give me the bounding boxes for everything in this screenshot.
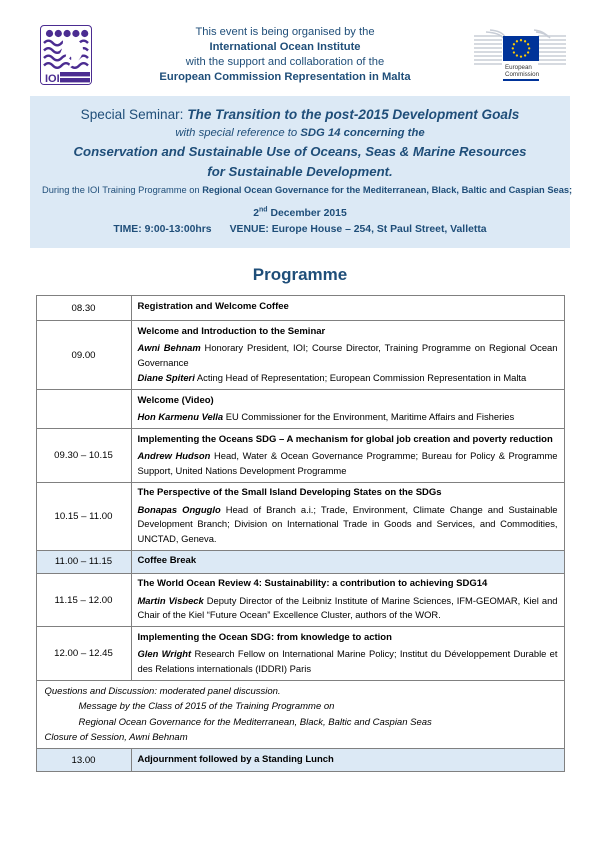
programme-heading: Programme [252,265,348,285]
table-row [36,482,564,550]
seminar-title-line3: Conservation and Sustainable Use of Oceans, Seas & Marine Resources [73,144,527,160]
table-row [36,627,564,681]
eu-logo-caption-line1: European [505,64,532,71]
closing-line-message: Message by the Class of 2015 of the Training Programme on [78,701,335,713]
row-description [131,390,564,429]
event-time-venue [42,222,558,239]
event-time: TIME: 9:00-13:00hrs [113,223,212,235]
header-organiser-text [104,25,466,84]
row-speaker [138,594,558,623]
closing-line-questions: Questions and Discussion: moderated panel discussion. [44,685,281,697]
speaker-name: Glen Wright [137,648,192,660]
speaker-affiliation: Honorary President, IOI; Course Director, Training Programme on Regional Ocean Governance [137,342,558,368]
closing-line-programme: Regional Ocean Governance for the Mediterranean, Black, Baltic and Caspian Seas [78,716,432,728]
speaker-affiliation: Head of Branch a.i.; Trade, Environment, Climate Change and Sustainable Development Branch; Division on International Trade in Goods and Services, and Commodities, UNCTAD, Geneva. [137,503,558,544]
speaker-affiliation: EU Commissioner for the Environment, Maritime Affairs and Fisheries [223,411,515,423]
row-title: Implementing the Ocean SDG: from knowledge to action [137,631,392,643]
eu-logo-container [466,24,570,86]
seminar-title-prefix: Special Seminar: [80,107,184,122]
row-time: 08.30 [36,296,131,321]
ioi-logo-container [40,25,104,85]
ioi-logo-icon [41,26,92,85]
table-row [36,296,564,321]
row-speaker [138,503,558,546]
speaker-name: Andrew Hudson [137,450,211,462]
row-time: 12.00 – 12.45 [36,627,131,681]
row-title: Adjournment followed by a Standing Lunch [137,753,334,765]
header-line-1: This event is being organised by the [195,26,375,39]
row-time: 10.15 – 11.00 [36,482,131,550]
training-programme-line [42,183,573,199]
row-time [36,390,131,429]
ioi-logo [40,25,92,85]
row-speaker [138,449,558,478]
closing-block [36,680,564,749]
table-row [36,573,564,627]
speaker-name: Bonapas Onguglo [137,503,221,515]
seminar-subtitle-line [42,125,558,142]
row-description [131,482,564,550]
seminar-title-block [30,96,573,248]
event-date-day: 2 [253,208,260,220]
table-row [36,390,564,429]
speaker-name: Awni Behnam [137,342,201,354]
speaker-affiliation: Research Fellow on International Marine Policy; Institut du Développement Durable et des Relations internationals (IDDRI) Paris [137,648,558,674]
speaker-name: Hon Karmenu Vella [137,411,224,423]
event-date-ordinal: nd [259,206,268,214]
header-line-4: European Commission Representation in Malta [159,70,411,83]
header-line-3: with the support and collaboration of the [185,56,385,68]
row-title: The Perspective of the Small Island Developing States on the SDGs [137,487,442,499]
closing-line-closure: Closure of Session, Awni Behnam [44,731,188,743]
programme-table [36,295,565,772]
row-speaker [138,410,558,424]
row-speaker [138,647,558,676]
row-description [131,321,564,390]
speaker-name: Diane Spiteri [137,371,195,383]
row-time: 13.00 [36,749,131,772]
eu-logo-caption-line2: Commission [505,71,540,78]
header-line-2: International Ocean Institute [209,41,361,54]
document-header [0,0,600,96]
seminar-title-line4: for Sustainable Development. [207,163,393,179]
speaker-affiliation: Deputy Director of the Leibniz Institute of Marine Sciences, IFM-GEOMAR, Kiel and Chair of the Kiel “Future Ocean” Excellence Cluster, authors of the WOR. [137,594,558,620]
seminar-subtitle-bold: SDG 14 concerning the [300,127,425,140]
table-row-coffee-break [36,550,564,573]
row-description [131,429,564,483]
row-time: 09.00 [36,321,131,390]
seminar-title-main: The Transition to the post-2015 Development Goals [187,107,520,122]
speaker-affiliation: Acting Head of Representation; European Commission Representation in Malta [194,371,527,383]
european-commission-logo [472,24,570,86]
row-time: 11.00 – 11.15 [36,550,131,573]
table-row-adjournment [36,749,564,772]
table-row [36,321,564,390]
eu-flag-icon [472,24,570,86]
row-title: Welcome (Video) [137,394,214,406]
row-title: Welcome and Introduction to the Seminar [137,325,326,337]
row-title: Implementing the Oceans SDG – A mechanism for global job creation and poverty reduction [137,433,553,445]
row-speaker [138,371,558,385]
training-programme-bold: Regional Ocean Governance for the Mediterranean, Black, Baltic and Caspian Seas; [202,185,573,196]
row-title: Registration and Welcome Coffee [137,300,289,312]
training-programme-plain: During the IOI Training Programme on [42,185,200,196]
row-speaker [138,341,558,370]
event-date [42,206,558,222]
table-row [36,429,564,483]
speaker-name: Martin Visbeck [137,594,204,606]
speaker-affiliation: Head, Water & Ocean Governance Programme; Bureau for Policy & Programme Support, United Nations Development Programme [137,450,558,476]
table-row-closing [36,680,564,749]
row-time: 11.15 – 12.00 [36,573,131,627]
seminar-title-line [42,105,558,125]
programme-table-body [36,296,564,772]
event-date-rest: December 2015 [267,208,347,220]
row-title: The World Ocean Review 4: Sustainability: a contribution to achieving SDG14 [137,578,488,590]
row-time: 09.30 – 10.15 [36,429,131,483]
row-description [131,749,564,772]
row-description [131,550,564,573]
row-description [131,573,564,627]
seminar-subtitle-plain: with special reference to [175,127,298,140]
svg-text:IOI: IOI [45,73,60,85]
event-venue: VENUE: Europe House – 254, St Paul Street, Valletta [229,223,487,235]
row-title: Coffee Break [137,555,197,567]
row-description [131,627,564,681]
row-description [131,296,564,321]
